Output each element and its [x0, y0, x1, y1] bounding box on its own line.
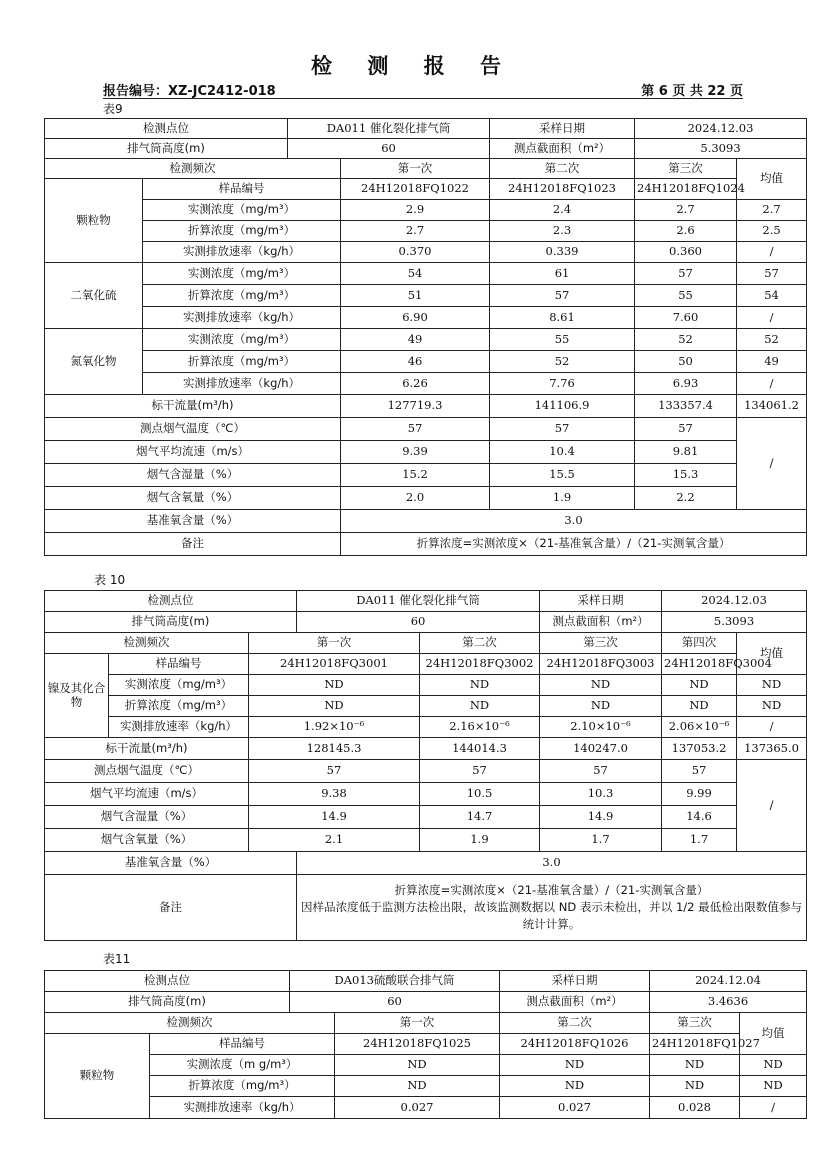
table-9-label: 表9: [103, 102, 123, 116]
table-9: [44, 118, 807, 556]
table-row: [45, 159, 807, 179]
avg-cell: /: [737, 418, 807, 510]
freq-label: 检测频次: [45, 159, 341, 179]
cell: 2.1: [249, 829, 420, 852]
cell: 10.4: [490, 441, 635, 464]
cell: 9.81: [635, 441, 737, 464]
height-value: 60: [290, 992, 500, 1013]
avg-header: 均值: [740, 1013, 807, 1055]
cell: 2.06×10⁻⁶: [662, 717, 737, 738]
row-label: 烟气平均流速（m/s）: [45, 783, 249, 806]
cell: ND: [420, 675, 540, 696]
cell: 9.38: [249, 783, 420, 806]
table-row: [45, 852, 807, 875]
cell: 137053.2: [662, 738, 737, 760]
cell: ND: [335, 1055, 500, 1076]
cell: 2.7: [635, 200, 737, 221]
report-number: 报告编号：XZ-JC2412-018: [103, 84, 276, 99]
area-value: 3.4636: [650, 992, 807, 1013]
row-label: 实测浓度（mg/m³）: [109, 675, 249, 696]
table-row: [45, 242, 807, 263]
cell: ND: [540, 696, 662, 717]
table-row: [45, 654, 807, 675]
avg-cell: ND: [740, 1055, 807, 1076]
cell: ND: [249, 696, 420, 717]
cell: 2.2: [635, 487, 737, 510]
cell: ND: [500, 1076, 650, 1097]
sample-label: 样品编号: [143, 179, 341, 200]
point-label: 检测点位: [45, 119, 288, 139]
cell: 0.028: [650, 1097, 740, 1119]
sample-id: 24H12018FQ3003: [540, 654, 662, 675]
ref-o2-label: 基准氧含量（%）: [45, 510, 341, 533]
row-label: 烟气含湿量（%）: [45, 806, 249, 829]
table-row: [45, 221, 807, 242]
date-label: 采样日期: [500, 971, 650, 992]
cell: ND: [420, 696, 540, 717]
cell: 1.7: [540, 829, 662, 852]
cell: ND: [500, 1055, 650, 1076]
row-label: 烟气含氧量（%）: [45, 829, 249, 852]
table-row: [45, 139, 807, 159]
cell: 6.26: [341, 373, 490, 395]
table-row: [45, 783, 807, 806]
avg-cell: 52: [737, 329, 807, 351]
cell: 8.61: [490, 307, 635, 329]
date-value: 2024.12.03: [662, 591, 807, 612]
cell: 2.3: [490, 221, 635, 242]
cell: 9.99: [662, 783, 737, 806]
cell: 15.5: [490, 464, 635, 487]
cell: 57: [249, 760, 420, 783]
cell: 54: [341, 263, 490, 285]
remark-text: 折算浓度=实测浓度×（21-基准氧含量）/（21-实测氧含量）: [341, 533, 807, 556]
table-row: [45, 738, 807, 760]
area-value: 5.3093: [662, 612, 807, 633]
point-label: 检测点位: [45, 591, 297, 612]
cell: 14.9: [540, 806, 662, 829]
sample-id: 24H12018FQ1022: [341, 179, 490, 200]
point-label: 检测点位: [45, 971, 290, 992]
sample-label: 样品编号: [150, 1034, 335, 1055]
avg-header: 均值: [737, 159, 807, 200]
run-header: 第三次: [540, 633, 662, 654]
table-row: [45, 441, 807, 464]
table-row: [45, 633, 807, 654]
table-row: [45, 351, 807, 373]
remark-text: 折算浓度=实测浓度×（21-基准氧含量）/（21-实测氧含量）: [394, 883, 709, 898]
avg-cell: /: [737, 307, 807, 329]
row-label: 烟气含氧量（%）: [45, 487, 341, 510]
date-label: 采样日期: [490, 119, 635, 139]
cell: 57: [540, 760, 662, 783]
run-header: 第一次: [335, 1013, 500, 1034]
cell: 6.90: [341, 307, 490, 329]
avg-cell: 57: [737, 263, 807, 285]
remark-cell: [297, 875, 807, 941]
cell: 15.2: [341, 464, 490, 487]
run-header: 第二次: [500, 1013, 650, 1034]
ref-o2-value: 3.0: [297, 852, 807, 875]
cell: 128145.3: [249, 738, 420, 760]
sample-id: 24H12018FQ1027: [650, 1034, 740, 1055]
cell: ND: [249, 675, 420, 696]
freq-label: 检测频次: [45, 1013, 335, 1034]
run-header: 第一次: [341, 159, 490, 179]
cell: 2.7: [341, 221, 490, 242]
cell: 133357.4: [635, 395, 737, 418]
table-row: [45, 533, 807, 556]
table-row: [45, 510, 807, 533]
table-row: [45, 1034, 807, 1055]
row-label: 折算浓度（mg/m³）: [109, 696, 249, 717]
row-label: 实测浓度（mg/m³）: [143, 263, 341, 285]
row-label: 折算浓度（mg/m³）: [143, 351, 341, 373]
cell: 7.76: [490, 373, 635, 395]
row-label: 折算浓度（mg/m³）: [143, 221, 341, 242]
table-row: [45, 829, 807, 852]
table-row: [45, 464, 807, 487]
table-row: [45, 806, 807, 829]
height-value: 60: [288, 139, 490, 159]
cell: 7.60: [635, 307, 737, 329]
run-header: 第二次: [490, 159, 635, 179]
area-value: 5.3093: [635, 139, 807, 159]
cell: 2.0: [341, 487, 490, 510]
cell: 6.93: [635, 373, 737, 395]
avg-cell: ND: [737, 675, 807, 696]
table-row: [45, 875, 807, 941]
table-row: [45, 418, 807, 441]
row-label: 折算浓度（mg/m³）: [143, 285, 341, 307]
remark-label: 备注: [45, 875, 297, 941]
cell: 0.027: [335, 1097, 500, 1119]
cell: 51: [341, 285, 490, 307]
height-label: 排气筒高度(m): [45, 139, 288, 159]
row-label: 实测浓度（m g/m³）: [150, 1055, 335, 1076]
table-row: [45, 373, 807, 395]
cell: 14.7: [420, 806, 540, 829]
remark-text: 因样品浓度低于监测方法检出限，故该监测数据以 ND 表示未检出，并以 1/2 最低检出限数值参与统计计算。: [301, 900, 803, 931]
cell: 2.16×10⁻⁶: [420, 717, 540, 738]
area-label: 测点截面积（m²）: [540, 612, 662, 633]
height-label: 排气筒高度(m): [45, 992, 290, 1013]
sample-id: 24H12018FQ3002: [420, 654, 540, 675]
avg-cell: /: [737, 373, 807, 395]
avg-cell: /: [737, 717, 807, 738]
cell: 0.360: [635, 242, 737, 263]
table-10-label: 表 10: [94, 573, 126, 587]
table-row: [45, 591, 807, 612]
flow-label: 标干流量(m³/h): [45, 738, 249, 760]
cell: ND: [662, 675, 737, 696]
ref-o2-value: 3.0: [341, 510, 807, 533]
cell: 57: [635, 263, 737, 285]
sample-id: 24H12018FQ1025: [335, 1034, 500, 1055]
table-10: [44, 590, 807, 941]
avg-cell: 2.7: [737, 200, 807, 221]
date-label: 采样日期: [540, 591, 662, 612]
header-divider: [103, 98, 743, 99]
table-row: [45, 1076, 807, 1097]
cell: 55: [635, 285, 737, 307]
avg-cell: 134061.2: [737, 395, 807, 418]
run-header: 第二次: [420, 633, 540, 654]
row-label: 折算浓度（mg/m³）: [150, 1076, 335, 1097]
row-label: 烟气含湿量（%）: [45, 464, 341, 487]
point-value: DA011 催化裂化排气筒: [297, 591, 540, 612]
cell: 49: [341, 329, 490, 351]
page-number: 第 6 页 共 22 页: [641, 84, 743, 99]
table-row: [45, 717, 807, 738]
row-label: 实测浓度（mg/m³）: [143, 200, 341, 221]
page-title: 检 测 报 告: [311, 54, 515, 78]
row-label: 实测排放速率（kg/h）: [143, 307, 341, 329]
table-row: [45, 675, 807, 696]
cell: ND: [662, 696, 737, 717]
cell: 57: [490, 418, 635, 441]
report-header: [103, 80, 743, 100]
cell: 2.9: [341, 200, 490, 221]
cell: 0.370: [341, 242, 490, 263]
height-label: 排气筒高度(m): [45, 612, 297, 633]
table-row: [45, 487, 807, 510]
cell: ND: [540, 675, 662, 696]
cell: ND: [650, 1055, 740, 1076]
area-label: 测点截面积（m²）: [500, 992, 650, 1013]
group-name: 二氧化硫: [45, 263, 143, 329]
row-label: 实测排放速率（kg/h）: [143, 242, 341, 263]
cell: 57: [420, 760, 540, 783]
row-label: 测点烟气温度（℃）: [45, 760, 249, 783]
row-label: 实测浓度（mg/m³）: [143, 329, 341, 351]
avg-cell: 137365.0: [737, 738, 807, 760]
ref-o2-label: 基准氧含量（%）: [45, 852, 297, 875]
cell: ND: [335, 1076, 500, 1097]
cell: 1.9: [490, 487, 635, 510]
table-row: [45, 307, 807, 329]
cell: 127719.3: [341, 395, 490, 418]
row-label: 测点烟气温度（℃）: [45, 418, 341, 441]
table-row: [45, 179, 807, 200]
run-header: 第四次: [662, 633, 737, 654]
cell: 140247.0: [540, 738, 662, 760]
cell: 1.9: [420, 829, 540, 852]
cell: 57: [341, 418, 490, 441]
cell: 57: [635, 418, 737, 441]
cell: 10.5: [420, 783, 540, 806]
table-11-label: 表11: [103, 952, 131, 966]
run-header: 第一次: [249, 633, 420, 654]
table-row: [45, 971, 807, 992]
table-row: [45, 285, 807, 307]
sample-id: 24H12018FQ3001: [249, 654, 420, 675]
table-row: [45, 329, 807, 351]
date-value: 2024.12.03: [635, 119, 807, 139]
point-value: DA011 催化裂化排气筒: [288, 119, 490, 139]
avg-cell: ND: [740, 1076, 807, 1097]
avg-cell: 54: [737, 285, 807, 307]
cell: 52: [635, 329, 737, 351]
remark-label: 备注: [45, 533, 341, 556]
avg-cell: 49: [737, 351, 807, 373]
cell: 0.027: [500, 1097, 650, 1119]
cell: 14.9: [249, 806, 420, 829]
avg-header: 均值: [737, 633, 807, 675]
table-row: [45, 119, 807, 139]
cell: 57: [662, 760, 737, 783]
point-value: DA013硫酸联合排气筒: [290, 971, 500, 992]
row-label: 实测排放速率（kg/h）: [150, 1097, 335, 1119]
cell: 57: [490, 285, 635, 307]
avg-cell: /: [740, 1097, 807, 1119]
cell: 50: [635, 351, 737, 373]
table-row: [45, 395, 807, 418]
table-row: [45, 992, 807, 1013]
cell: 52: [490, 351, 635, 373]
cell: 2.6: [635, 221, 737, 242]
table-row: [45, 612, 807, 633]
avg-cell: /: [737, 760, 807, 852]
run-header: 第三次: [635, 159, 737, 179]
group-name: 颗粒物: [45, 1034, 150, 1119]
table-row: [45, 1013, 807, 1034]
row-label: 实测排放速率（kg/h）: [109, 717, 249, 738]
cell: 2.4: [490, 200, 635, 221]
avg-cell: ND: [737, 696, 807, 717]
sample-id: 24H12018FQ3004: [662, 654, 737, 675]
avg-cell: 2.5: [737, 221, 807, 242]
cell: 144014.3: [420, 738, 540, 760]
cell: 1.7: [662, 829, 737, 852]
table-row: [45, 1055, 807, 1076]
freq-label: 检测频次: [45, 633, 249, 654]
cell: 15.3: [635, 464, 737, 487]
cell: 61: [490, 263, 635, 285]
table-row: [45, 1097, 807, 1119]
sample-id: 24H12018FQ1023: [490, 179, 635, 200]
run-header: 第三次: [650, 1013, 740, 1034]
table-row: [45, 696, 807, 717]
row-label: 烟气平均流速（m/s）: [45, 441, 341, 464]
cell: 9.39: [341, 441, 490, 464]
sample-id: 24H12018FQ1024: [635, 179, 737, 200]
table-11: [44, 970, 807, 1119]
cell: 55: [490, 329, 635, 351]
cell: 1.92×10⁻⁶: [249, 717, 420, 738]
sample-label: 样品编号: [109, 654, 249, 675]
cell: 10.3: [540, 783, 662, 806]
cell: 2.10×10⁻⁶: [540, 717, 662, 738]
cell: 46: [341, 351, 490, 373]
group-name: 颗粒物: [45, 179, 143, 263]
table-row: [45, 263, 807, 285]
group-name: 镍及其化合物: [45, 654, 109, 738]
table-row: [45, 760, 807, 783]
cell: 141106.9: [490, 395, 635, 418]
date-value: 2024.12.04: [650, 971, 807, 992]
group-name: 氮氧化物: [45, 329, 143, 395]
row-label: 实测排放速率（kg/h）: [143, 373, 341, 395]
cell: 14.6: [662, 806, 737, 829]
cell: 0.339: [490, 242, 635, 263]
cell: ND: [650, 1076, 740, 1097]
flow-label: 标干流量(m³/h): [45, 395, 341, 418]
avg-cell: /: [737, 242, 807, 263]
height-value: 60: [297, 612, 540, 633]
table-row: [45, 200, 807, 221]
sample-id: 24H12018FQ1026: [500, 1034, 650, 1055]
area-label: 测点截面积（m²）: [490, 139, 635, 159]
